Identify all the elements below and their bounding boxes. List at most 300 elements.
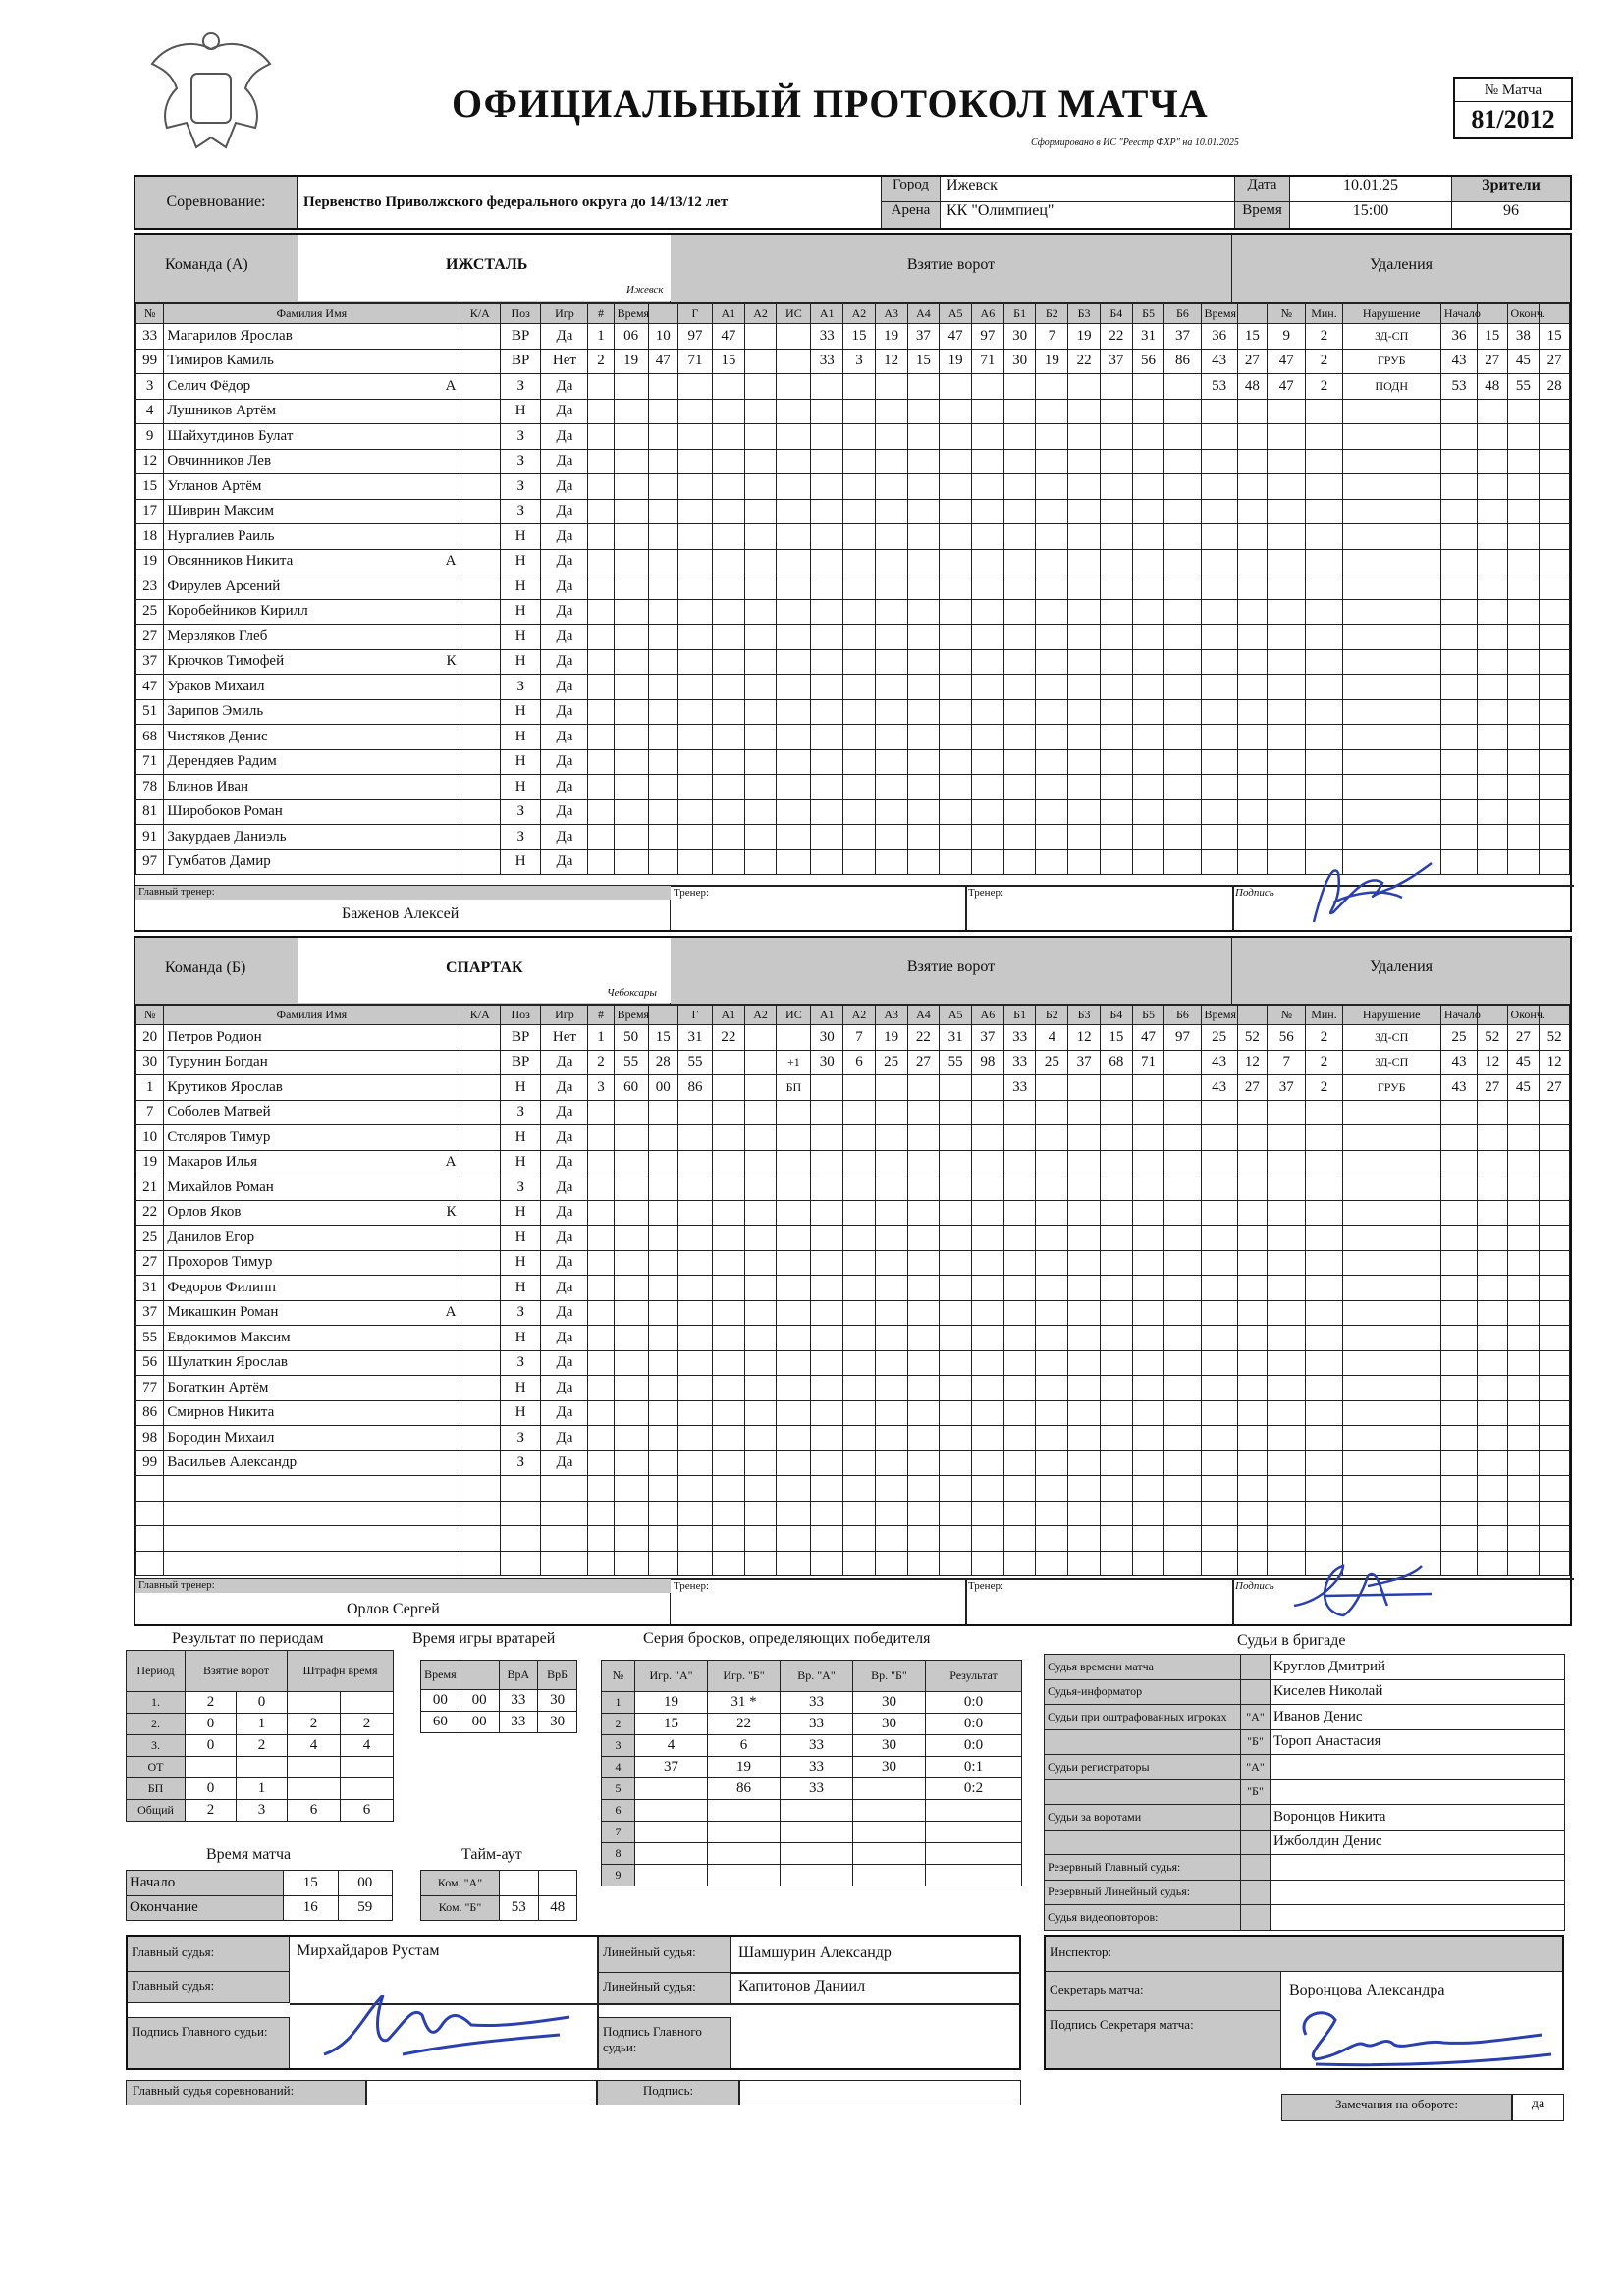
player-number: 31 <box>136 1276 164 1301</box>
match-start-h: 15 <box>284 1871 339 1896</box>
player-ka <box>460 474 500 500</box>
goal-cell <box>648 649 678 675</box>
shootout-row <box>602 1692 1022 1714</box>
goal-cell <box>875 725 907 750</box>
goal-cell <box>940 825 972 850</box>
goal-cell <box>940 449 972 474</box>
pen-cell <box>1306 749 1342 775</box>
pen-cell <box>1540 599 1570 625</box>
goal-cell <box>1036 1175 1068 1201</box>
player-name <box>164 1551 460 1576</box>
player-name: Прохоров Тимур <box>164 1250 460 1276</box>
player-name <box>164 1476 460 1502</box>
goal-cell <box>1164 549 1201 574</box>
goal-cell <box>712 1400 744 1426</box>
goal-cell <box>907 1501 940 1526</box>
pen-cell <box>1540 1526 1570 1552</box>
goal-cell <box>907 424 940 450</box>
goal-cell <box>678 599 713 625</box>
pen-cell <box>1478 1350 1508 1376</box>
player-ka <box>460 549 500 574</box>
goal-cell <box>777 549 811 574</box>
goal-cell <box>972 1426 1004 1451</box>
goal-cell: 3 <box>843 349 876 374</box>
player-name: Васильев Александр <box>164 1450 460 1476</box>
match-end-h: 16 <box>284 1895 339 1921</box>
goal-cell <box>811 399 843 424</box>
goal-cell <box>1100 524 1132 550</box>
pen-cell <box>1237 1300 1268 1326</box>
goal-col-header: Б4 <box>1100 304 1132 324</box>
goal-cell <box>1068 775 1101 800</box>
pen-cell: 43 <box>1201 1050 1237 1075</box>
goal-cell <box>614 775 648 800</box>
pen-cell: 12 <box>1540 1050 1570 1075</box>
player-number: 91 <box>136 825 164 850</box>
goal-cell <box>940 574 972 600</box>
shootout-row <box>602 1757 1022 1778</box>
goal-cell <box>907 1125 940 1151</box>
goal-cell <box>678 474 713 500</box>
pen-cell <box>1507 675 1540 700</box>
goal-cell <box>875 1200 907 1226</box>
goal-cell <box>1164 849 1201 875</box>
pen-cell <box>1478 474 1508 500</box>
goal-cell <box>712 1226 744 1251</box>
goal-cell <box>1132 474 1164 500</box>
goal-col-header: А2 <box>744 304 777 324</box>
goal-cell: 19 <box>1036 349 1068 374</box>
pen-cell <box>1440 1551 1477 1576</box>
goal-cell <box>907 649 940 675</box>
goal-cell <box>1100 1400 1132 1426</box>
shootout-cell <box>853 1843 926 1865</box>
referee-row <box>1045 1905 1565 1931</box>
player-row <box>136 675 1570 700</box>
pen-cell <box>1237 424 1268 450</box>
goal-cell <box>843 424 876 450</box>
goal-cell <box>712 549 744 574</box>
goal-cell <box>1003 699 1036 725</box>
goal-cell <box>811 1476 843 1502</box>
referee-row <box>1045 1855 1565 1881</box>
player-pos: З <box>500 449 540 474</box>
goal-cell: 55 <box>678 1050 713 1075</box>
player-row <box>136 1400 1570 1426</box>
period-cell: 2 <box>186 1800 237 1822</box>
pen-cell <box>1440 1350 1477 1376</box>
player-ka <box>460 725 500 750</box>
goal-cell <box>940 775 972 800</box>
goal-cell <box>1068 1450 1101 1476</box>
pen-cell <box>1237 1175 1268 1201</box>
goal-cell <box>1164 1150 1201 1175</box>
goal-cell <box>907 1100 940 1125</box>
goal-cell <box>875 499 907 524</box>
player-played: Да <box>541 1350 588 1376</box>
pen-cell <box>1507 599 1540 625</box>
goal-cell <box>907 725 940 750</box>
goalie-cell: 30 <box>538 1712 577 1733</box>
pen-cell <box>1201 1376 1237 1401</box>
goal-col-header: Б3 <box>1068 304 1101 324</box>
pen-cell <box>1540 549 1570 574</box>
goal-cell <box>843 1300 876 1326</box>
goal-cell <box>678 374 713 400</box>
goal-cell <box>907 1150 940 1175</box>
goalie-header: Время <box>421 1661 460 1690</box>
player-ka <box>460 625 500 650</box>
shootout-row <box>602 1800 1022 1822</box>
goal-cell <box>744 1226 777 1251</box>
player-name: Овчинников Лев <box>164 449 460 474</box>
player-row <box>136 1125 1570 1151</box>
player-row <box>136 324 1570 350</box>
player-name: Михайлов Роман <box>164 1175 460 1201</box>
shootout-cell: 33 <box>781 1692 853 1714</box>
pen-cell <box>1237 399 1268 424</box>
goal-cell <box>777 825 811 850</box>
pen-cell <box>1540 625 1570 650</box>
goal-cell <box>1036 399 1068 424</box>
shootout-cell: 0:1 <box>926 1757 1022 1778</box>
player-played: Да <box>541 675 588 700</box>
goal-cell <box>1132 1075 1164 1101</box>
player-played: Да <box>541 599 588 625</box>
player-name: Нургалиев Раиль <box>164 524 460 550</box>
player-ka <box>460 675 500 700</box>
player-pos: З <box>500 499 540 524</box>
goal-cell <box>648 524 678 550</box>
pen-cell: 53 <box>1440 374 1477 400</box>
goal-cell <box>1003 374 1036 400</box>
pen-cell <box>1342 474 1440 500</box>
pen-cell <box>1440 1526 1477 1552</box>
goal-cell <box>843 1200 876 1226</box>
referee-side: "Б" <box>1241 1779 1271 1805</box>
goal-cell <box>907 1250 940 1276</box>
pen-cell <box>1268 1350 1306 1376</box>
player-number <box>136 1476 164 1502</box>
player-number: 51 <box>136 699 164 725</box>
goal-cell <box>875 1551 907 1576</box>
period-cell <box>288 1692 341 1714</box>
goal-cell: 12 <box>1068 1025 1101 1051</box>
pen-cell <box>1507 399 1540 424</box>
referee-side <box>1241 1655 1271 1680</box>
goal-cell <box>940 675 972 700</box>
pen-cell <box>1342 599 1440 625</box>
goal-cell: 4 <box>1036 1025 1068 1051</box>
pen-cell: 45 <box>1507 349 1540 374</box>
goal-cell <box>1036 499 1068 524</box>
player-number: 19 <box>136 1150 164 1175</box>
pen-cell <box>1478 549 1508 574</box>
referee-side <box>1241 1880 1271 1905</box>
player-ka <box>460 1150 500 1175</box>
remarks-label: Замечания на обороте: <box>1281 2094 1512 2121</box>
goal-cell <box>843 1476 876 1502</box>
shootout-cell: 8 <box>602 1843 635 1865</box>
player-number: 4 <box>136 399 164 424</box>
goal-cell <box>972 1326 1004 1351</box>
goal-col-header <box>648 304 678 324</box>
goal-cell <box>875 825 907 850</box>
goal-cell <box>1036 474 1068 500</box>
goal-cell <box>811 1376 843 1401</box>
player-pos: Н <box>500 524 540 550</box>
referee-role <box>1045 1830 1241 1855</box>
goal-cell <box>1036 1200 1068 1226</box>
goal-cell <box>744 749 777 775</box>
player-name: Федоров Филипп <box>164 1276 460 1301</box>
goal-cell <box>1132 1100 1164 1125</box>
goal-cell: 19 <box>940 349 972 374</box>
player-played: Да <box>541 549 588 574</box>
goal-cell <box>1164 1350 1201 1376</box>
pen-cell <box>1306 574 1342 600</box>
referee-side <box>1241 1905 1271 1931</box>
goal-cell <box>744 599 777 625</box>
referee-name <box>1271 1755 1565 1780</box>
goal-cell <box>811 1226 843 1251</box>
goal-cell <box>588 1175 614 1201</box>
goal-cell <box>972 749 1004 775</box>
goal-cell <box>1003 775 1036 800</box>
goal-cell <box>648 1450 678 1476</box>
pen-cell: 27 <box>1237 1075 1268 1101</box>
pen-cell <box>1342 1175 1440 1201</box>
goal-cell <box>588 499 614 524</box>
player-number: 56 <box>136 1350 164 1376</box>
pen-cell <box>1507 549 1540 574</box>
pen-cell <box>1268 399 1306 424</box>
goal-col-header: А5 <box>940 304 972 324</box>
goal-cell <box>940 1450 972 1476</box>
pen-cell: 27 <box>1540 349 1570 374</box>
goal-cell: 28 <box>648 1050 678 1075</box>
pen-cell <box>1237 1150 1268 1175</box>
shootout-cell: 30 <box>853 1692 926 1714</box>
pen-cell <box>1440 424 1477 450</box>
goal-cell <box>777 1376 811 1401</box>
pen-cell <box>1201 1400 1237 1426</box>
goal-cell <box>1068 749 1101 775</box>
pen-cell <box>1342 649 1440 675</box>
timeout-b-m: 53 <box>500 1895 539 1921</box>
pen-cell <box>1342 1200 1440 1226</box>
sig-main-label: Подпись Главного судьи: <box>128 2017 290 2068</box>
match-no: 81/2012 <box>1471 105 1555 134</box>
time-label: Время <box>1235 202 1289 228</box>
goal-cell <box>1068 1250 1101 1276</box>
pen-cell <box>1268 699 1306 725</box>
goal-cell <box>875 524 907 550</box>
goal-col-header: А1 <box>712 1006 744 1025</box>
pen-cell <box>1342 449 1440 474</box>
goal-cell <box>588 449 614 474</box>
goal-cell <box>940 1551 972 1576</box>
referee-row <box>1045 1705 1565 1730</box>
pen-cell <box>1342 499 1440 524</box>
goal-cell <box>712 1200 744 1226</box>
goal-cell <box>1003 675 1036 700</box>
referee-side: "Б" <box>1241 1729 1271 1755</box>
goal-cell <box>875 699 907 725</box>
player-name: Широбоков Роман <box>164 799 460 825</box>
pen-cell <box>1342 549 1440 574</box>
period-cell: 3 <box>237 1800 288 1822</box>
player-played: Да <box>541 649 588 675</box>
player-pos: ВР <box>500 1050 540 1075</box>
pen-cell <box>1507 1125 1540 1151</box>
pen-cell <box>1237 1426 1268 1451</box>
goal-cell <box>678 449 713 474</box>
pen-cell <box>1306 549 1342 574</box>
timeout-title: Тайм-аут <box>461 1846 522 1863</box>
period-cell <box>237 1757 288 1778</box>
goal-cell <box>940 725 972 750</box>
pen-cell <box>1540 399 1570 424</box>
pen-cell <box>1540 649 1570 675</box>
player-ka <box>460 1200 500 1226</box>
goal-cell <box>648 374 678 400</box>
goal-cell <box>907 1075 940 1101</box>
goal-cell <box>648 825 678 850</box>
pen-cell <box>1268 675 1306 700</box>
player-pos <box>500 1476 540 1502</box>
goal-cell <box>843 1276 876 1301</box>
goal-cell <box>678 1400 713 1426</box>
goal-cell <box>744 1450 777 1476</box>
player-row <box>136 1075 1570 1101</box>
pen-cell <box>1306 1300 1342 1326</box>
goal-cell <box>1164 1551 1201 1576</box>
goal-cell <box>875 749 907 775</box>
goal-cell <box>1003 399 1036 424</box>
player-name: Турунин Богдан <box>164 1050 460 1075</box>
goal-cell <box>588 524 614 550</box>
pen-cell <box>1237 725 1268 750</box>
player-ka <box>460 1175 500 1201</box>
goal-cell <box>843 1526 876 1552</box>
goal-cell: 37 <box>972 1025 1004 1051</box>
goal-cell <box>1068 549 1101 574</box>
period-row <box>127 1714 394 1735</box>
referee-name <box>1271 1905 1565 1931</box>
arena-label: Арена <box>882 202 940 228</box>
shootout-cell: 0:2 <box>926 1778 1022 1800</box>
pen-cell <box>1507 1150 1540 1175</box>
pen-cell <box>1201 499 1237 524</box>
shootout-cell: 22 <box>708 1714 781 1735</box>
pen-cell: 7 <box>1268 1050 1306 1075</box>
pen-cell <box>1507 1250 1540 1276</box>
goal-cell <box>712 1250 744 1276</box>
timeout-a-s <box>538 1871 577 1896</box>
pen-cell <box>1507 1476 1540 1502</box>
team-b-section <box>134 936 1572 1626</box>
pen-cell <box>1237 499 1268 524</box>
pen-cell <box>1540 775 1570 800</box>
pen-cell <box>1268 725 1306 750</box>
goal-cell <box>1100 1476 1132 1502</box>
player-pos: З <box>500 1175 540 1201</box>
goal-cell <box>1164 499 1201 524</box>
goal-cell <box>678 625 713 650</box>
player-ka <box>460 424 500 450</box>
team-a-section <box>134 233 1572 932</box>
goal-col-header: Г <box>678 304 713 324</box>
goal-cell <box>588 424 614 450</box>
pen-cell <box>1306 449 1342 474</box>
goal-cell <box>972 1150 1004 1175</box>
goal-cell <box>712 1551 744 1576</box>
pen-cell <box>1540 1450 1570 1476</box>
pen-cell <box>1306 1276 1342 1301</box>
goal-cell <box>712 1100 744 1125</box>
goal-cell <box>972 1175 1004 1201</box>
goal-cell <box>614 1250 648 1276</box>
player-name: Соболев Матвей <box>164 1100 460 1125</box>
goal-cell <box>678 799 713 825</box>
pen-cell <box>1268 1450 1306 1476</box>
goal-cell: 22 <box>1068 349 1101 374</box>
goal-cell: 71 <box>1132 1050 1164 1075</box>
goal-cell <box>1036 1501 1068 1526</box>
goal-cell <box>940 1501 972 1526</box>
spectators: 96 <box>1503 202 1519 219</box>
player-pos: ВР <box>500 349 540 374</box>
player-name: Ураков Михаил <box>164 675 460 700</box>
goal-cell <box>907 1226 940 1251</box>
goal-cell <box>1003 1150 1036 1175</box>
goal-cell <box>614 1276 648 1301</box>
pen-cell <box>1540 524 1570 550</box>
shootout-row <box>602 1843 1022 1865</box>
goal-cell: 47 <box>940 324 972 350</box>
goal-cell <box>972 1476 1004 1502</box>
goal-col-header: Время <box>614 304 648 324</box>
goal-cell <box>648 424 678 450</box>
goal-cell <box>811 725 843 750</box>
goal-cell <box>843 649 876 675</box>
goal-cell: 47 <box>1132 1025 1164 1051</box>
referee-row <box>1045 1729 1565 1755</box>
player-number: 18 <box>136 524 164 550</box>
goal-cell <box>907 1450 940 1476</box>
goal-col-header: А2 <box>843 304 876 324</box>
pen-cell <box>1237 1476 1268 1502</box>
player-number: 12 <box>136 449 164 474</box>
period-cell: 6 <box>341 1800 394 1822</box>
goal-cell <box>777 1501 811 1526</box>
match-time-table <box>126 1870 393 1921</box>
goal-cell <box>811 424 843 450</box>
goal-cell <box>588 1551 614 1576</box>
pen-cell: 43 <box>1440 349 1477 374</box>
player-played: Да <box>541 1326 588 1351</box>
pen-cell <box>1478 1200 1508 1226</box>
period-cell: 2 <box>186 1692 237 1714</box>
goal-cell: 86 <box>678 1075 713 1101</box>
goal-cell <box>1164 474 1201 500</box>
player-row <box>136 699 1570 725</box>
goal-cell <box>1003 549 1036 574</box>
player-row <box>136 499 1570 524</box>
pen-cell <box>1306 1400 1342 1426</box>
player-row <box>136 1175 1570 1201</box>
